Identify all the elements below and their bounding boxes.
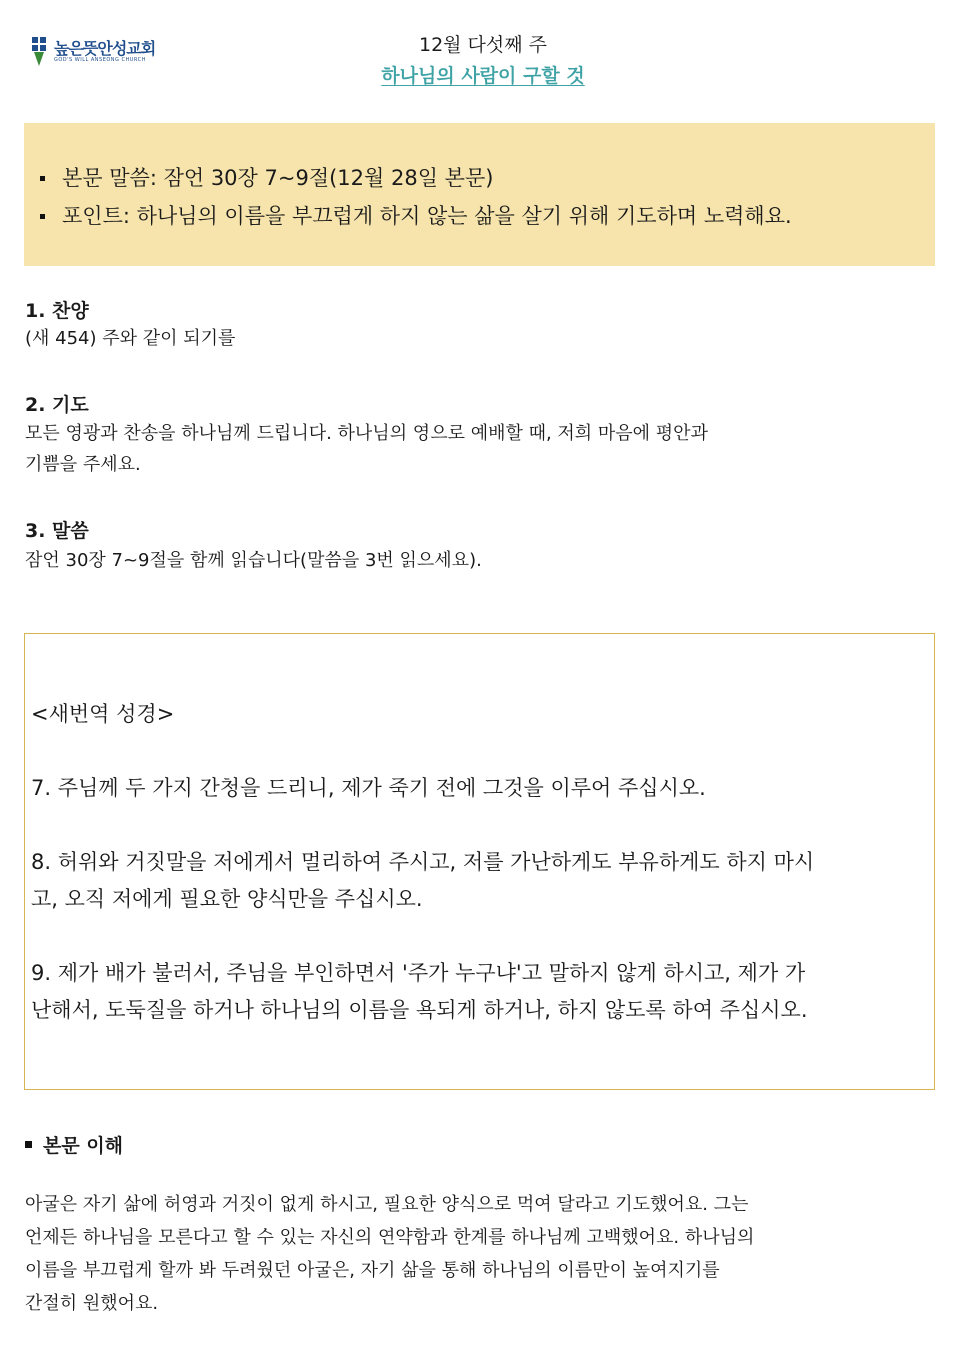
church-name: 높은뜻안성교회 bbox=[54, 39, 156, 58]
summary-point: 포인트: 하나님의 이름을 부끄럽게 하지 않는 삶을 살기 위해 기도하며 노력해요. bbox=[62, 197, 935, 235]
explanation-line: 이름을 부끄럽게 할까 봐 두려웠던 아굴은, 자기 삶을 통해 하나님의 이름만이 높여지기를 bbox=[25, 1260, 720, 1281]
explanation-heading bbox=[25, 1131, 123, 1158]
summary-scripture: 본문 말씀: 잠언 30장 7~9절(12월 28일 본문) bbox=[62, 159, 935, 197]
scripture-verse-line: 8. 허위와 거짓말을 저에게서 멀리하여 주시고, 저를 가난하게도 부유하게도 하지 마시 bbox=[31, 850, 815, 874]
scripture-version-label: <새번역 성경> bbox=[31, 702, 175, 726]
scripture-verse-line: 7. 주님께 두 가지 간청을 드리니, 제가 죽기 전에 그것을 이루어 주십시오. bbox=[31, 776, 706, 800]
summary-box bbox=[24, 123, 935, 266]
square-bullet-icon bbox=[25, 1141, 32, 1148]
page-title-text: 하나님의 사람이 구할 것 bbox=[381, 65, 585, 87]
explanation-line: 언제든 하나님을 모른다고 할 수 있는 자신의 연약함과 한계를 하나님께 고백했어요. 하나님의 bbox=[25, 1227, 755, 1248]
section-text-word: 잠언 30장 7~9절을 함께 읽습니다(말씀을 3번 읽으세요). bbox=[25, 550, 482, 571]
explanation-heading-text: 본문 이해 bbox=[43, 1135, 124, 1157]
scripture-verse-line: 난해서, 도둑질을 하거나 하나님의 이름을 욕되게 하거나, 하지 않도록 하여 주십시오. bbox=[31, 998, 808, 1022]
page-title bbox=[0, 61, 966, 88]
section-text-praise: (새 454) 주와 같이 되기를 bbox=[25, 328, 236, 349]
week-label: 12월 다섯째 주 bbox=[418, 34, 548, 56]
explanation-line: 아굴은 자기 삶에 허영과 거짓이 없게 하시고, 필요한 양식으로 먹여 달라고 기도했어요. 그는 bbox=[25, 1194, 749, 1215]
section-text-prayer-line: 기쁨을 주세요. bbox=[25, 454, 141, 475]
church-name-english: GOD'S WILL ANSEONG CHURCH bbox=[54, 57, 146, 63]
scripture-verse-line: 9. 제가 배가 불러서, 주님을 부인하면서 '주가 누구냐'고 말하지 않게 하시고, 제가 가 bbox=[31, 961, 806, 985]
section-heading-prayer: 2. 기도 bbox=[25, 394, 89, 416]
section-heading-word: 3. 말씀 bbox=[25, 520, 89, 542]
summary-list bbox=[24, 159, 935, 235]
explanation-text bbox=[25, 1188, 925, 1320]
explanation-line: 간절히 원했어요. bbox=[25, 1293, 159, 1314]
scripture-box bbox=[24, 633, 935, 1090]
scripture-verse-line: 고, 오직 저에게 필요한 양식만을 주십시오. bbox=[31, 887, 423, 911]
section-heading-praise: 1. 찬양 bbox=[25, 300, 89, 322]
section-text-prayer-line: 모든 영광과 찬송을 하나님께 드립니다. 하나님의 영으로 예배할 때, 저희 마음에 평안과 bbox=[25, 423, 708, 444]
